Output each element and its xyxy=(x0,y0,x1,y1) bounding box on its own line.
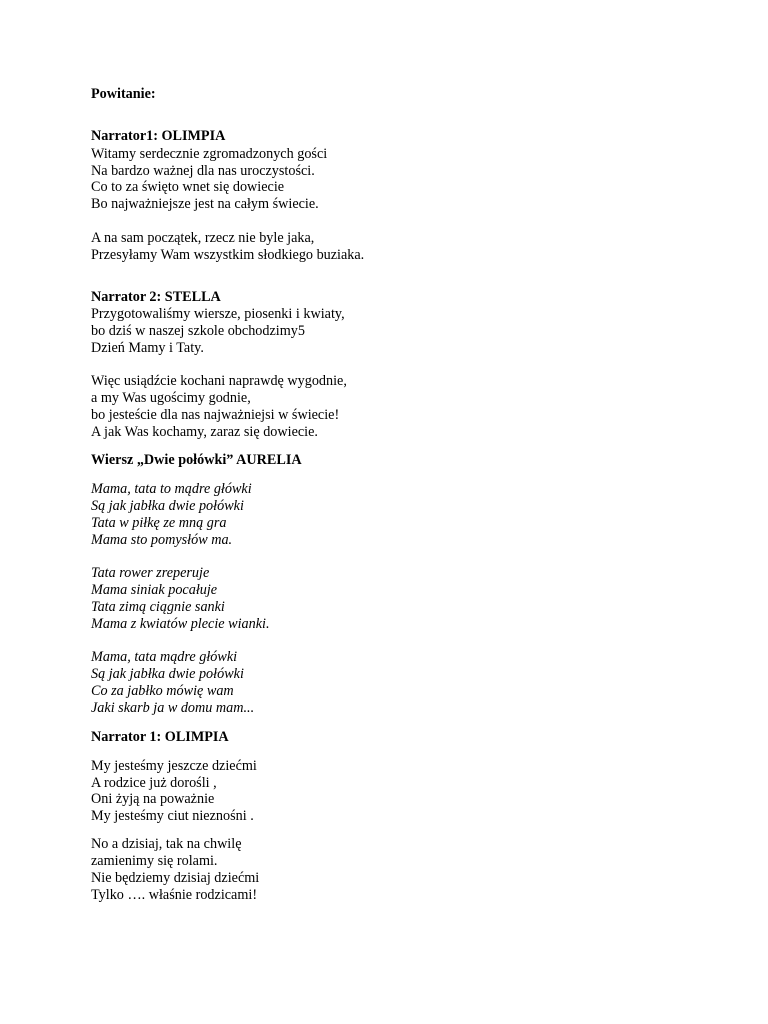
verse-line: Co to za święto wnet się dowiecie xyxy=(91,179,285,195)
verse-line: No a dzisiaj, tak na chwilę xyxy=(91,836,242,852)
verse-line: Nie będziemy dzisiaj dziećmi xyxy=(91,870,260,886)
verse-line: Oni żyją na poważnie xyxy=(91,791,215,807)
verse-line: bo dziś w naszej szkole obchodzimy5 xyxy=(91,323,305,339)
verse-line: Na bardzo ważnej dla nas uroczystości. xyxy=(91,163,315,179)
poem-line: Mama z kwiatów plecie wianki. xyxy=(91,616,270,632)
poem-line: Mama, tata to mądre główki xyxy=(91,481,252,497)
poem-line: Tata rower zreperuje xyxy=(91,565,210,581)
poem-title: Wiersz „Dwie połówki” AURELIA xyxy=(91,452,302,468)
verse-line: zamienimy się rolami. xyxy=(91,853,218,869)
poem-line: Tata zimą ciągnie sanki xyxy=(91,599,225,615)
verse-line: Więc usiądźcie kochani naprawdę wygodnie, xyxy=(91,373,347,389)
verse-line: bo jesteście dla nas najważniejsi w świecie! xyxy=(91,407,340,423)
poem-line: Tata w piłkę ze mną gra xyxy=(91,515,227,531)
verse-line: Bo najważniejsze jest na całym świecie. xyxy=(91,196,319,212)
verse-line: My jesteśmy ciut nieznośni . xyxy=(91,808,254,824)
verse-line: Przygotowaliśmy wiersze, piosenki i kwiaty, xyxy=(91,306,345,322)
poem-line: Są jak jabłka dwie połówki xyxy=(91,498,244,514)
poem-line: Mama siniak pocałuje xyxy=(91,582,218,598)
document-heading: Powitanie: xyxy=(91,86,156,102)
verse-line: My jesteśmy jeszcze dziećmi xyxy=(91,758,257,774)
verse-line: A rodzice już dorośli , xyxy=(91,775,217,791)
speaker-label: Narrator1: OLIMPIA xyxy=(91,128,226,144)
poem-line: Co za jabłko mówię wam xyxy=(91,683,234,699)
speaker-label: Narrator 2: STELLA xyxy=(91,289,221,305)
verse-line: a my Was ugościmy godnie, xyxy=(91,390,251,406)
poem-line: Są jak jabłka dwie połówki xyxy=(91,666,244,682)
verse-line: Witamy serdecznie zgromadzonych gości xyxy=(91,146,328,162)
verse-line: A jak Was kochamy, zaraz się dowiecie. xyxy=(91,424,318,440)
verse-line: Przesyłamy Wam wszystkim słodkiego buziaka. xyxy=(91,247,365,263)
speaker-label: Narrator 1: OLIMPIA xyxy=(91,729,229,745)
verse-line: A na sam początek, rzecz nie byle jaka, xyxy=(91,230,315,246)
verse-line: Tylko …. właśnie rodzicami! xyxy=(91,887,258,903)
poem-line: Jaki skarb ja w domu mam... xyxy=(91,700,255,716)
poem-line: Mama sto pomysłów ma. xyxy=(91,532,233,548)
verse-line: Dzień Mamy i Taty. xyxy=(91,340,204,356)
poem-line: Mama, tata mądre główki xyxy=(91,649,238,665)
